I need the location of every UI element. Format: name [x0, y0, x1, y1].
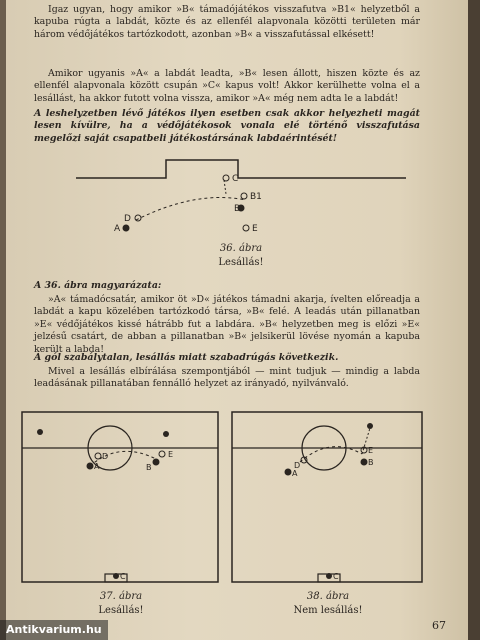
- pitch-half: [22, 412, 218, 582]
- player-e-marker: [243, 225, 249, 231]
- figure-38-diagram: [230, 410, 426, 585]
- paragraph-5: »A« támadócsatár, amikor öt »D« játékos támadni akarja, ívelten előreadja a labdát a kapu közelében tartózkodó társa, »B« felé. A leadás után pillanatban »E« védőjátékos kissé hátrább fut a labdára. »B« helyzetben meg is előzi »E« jelzésű csatárt, de abban a pillanatban »B« jelsikerül lövése nyomán a kapuba került a labda!: [34, 294, 420, 355]
- return-run: [224, 180, 226, 194]
- explanation-heading: A 36. ábra magyarázata:: [34, 280, 162, 291]
- verdict-block: [34, 352, 420, 364]
- explanation-heading-block: [34, 280, 420, 292]
- player-d-marker: [95, 453, 101, 459]
- label-a: A: [292, 469, 298, 478]
- pass-trajectory: [136, 198, 246, 221]
- closing-block: [34, 366, 420, 391]
- explanation-block: [34, 294, 420, 356]
- player-a-marker: [285, 469, 292, 476]
- player-e-marker: [159, 451, 165, 457]
- paragraph-2: Amikor ugyanis »A« a labdát leadta, »B« lesen állott, hiszen közte és az ellenfél alapvonala között csupán »C« kapus volt! Akkor kerülhette volna el a lesállást, ha akkor futott volna vissza, amikor »A« még nem adta le a labdát!: [34, 68, 420, 104]
- player-marker-top: [367, 423, 373, 429]
- label-e: E: [252, 224, 258, 234]
- label-c: C: [232, 174, 239, 184]
- paragraph-6: A gól szabálytalan, lesállás miatt szabadrúgás következik.: [34, 352, 339, 363]
- label-a: A: [94, 462, 100, 471]
- figure-37-diagram: [20, 410, 220, 585]
- player-c-marker: [113, 573, 119, 579]
- figure-38-caption: [268, 590, 388, 618]
- label-d: D: [124, 214, 131, 224]
- player-b-marker: [361, 459, 368, 466]
- figure-37-caption: [66, 590, 176, 618]
- paragraph-3: A leshelyzetben lévő játékos ilyen esetben csak akkor helyezheti magát lesen kívülre, ha a védőjátékosok vonala elé történő visszafutása megelőzi saját csapatbeli játékostársának labdaérintését!: [34, 108, 420, 144]
- paragraph-1: Igaz ugyan, hogy amikor »B« támadójátékos visszafutva »B1« helyzetből a kapuba rúgta a labdát, közte és az ellenfél alapvonala közötti területen már három védőjátékos tartózkodott, azonban »B« a visszafutással elkésett!: [34, 4, 420, 40]
- figure-37-title: Lesállás!: [98, 605, 144, 616]
- player-c-marker: [326, 573, 332, 579]
- goal-line: [76, 160, 406, 178]
- watermark-label: Antikvarium.hu: [0, 620, 108, 640]
- book-page: [6, 0, 468, 640]
- label-b: B: [234, 204, 241, 214]
- italic-rule-note: [34, 108, 420, 145]
- pitch-half: [232, 412, 422, 582]
- figure-36-number: 36. ábra: [219, 243, 263, 254]
- pass-trajectory: [300, 447, 362, 462]
- paragraph-group-2: [34, 68, 420, 105]
- label-d: D: [294, 461, 301, 470]
- label-b: B: [368, 458, 374, 467]
- figure-38-number: 38. ábra: [306, 591, 350, 602]
- player-c-marker: [223, 175, 229, 181]
- label-c: C: [120, 572, 126, 581]
- label-e: E: [168, 450, 174, 459]
- label-c: C: [333, 572, 339, 581]
- label-d: D: [102, 452, 109, 461]
- paragraph-7: Mivel a lesállás elbírálása szempontjából — mint tudjuk — mindig a labda leadásának pillanatában fennálló helyzet az irányadó, nyilvánvaló.: [34, 366, 420, 390]
- figure-36-caption: [186, 242, 296, 270]
- figure-38-title: Nem lesállás!: [293, 605, 363, 616]
- player-marker-left: [37, 429, 43, 435]
- player-d-marker: [135, 215, 141, 221]
- player-a-marker: [87, 463, 94, 470]
- figure-37-number: 37. ábra: [99, 591, 143, 602]
- label-b1: B1: [250, 192, 262, 202]
- page-number: 67: [432, 619, 446, 632]
- label-a: A: [114, 224, 121, 234]
- figure-36-title: Lesállás!: [218, 257, 264, 268]
- figure-36-diagram: [76, 150, 406, 240]
- book-edge: [468, 0, 480, 640]
- player-b1-marker: [241, 193, 247, 199]
- label-b: B: [146, 463, 152, 472]
- player-b-marker: [153, 459, 160, 466]
- label-e: E: [368, 446, 374, 455]
- paragraph-group-top: [34, 4, 420, 41]
- player-marker-top: [163, 431, 169, 437]
- player-a-marker: [123, 225, 130, 232]
